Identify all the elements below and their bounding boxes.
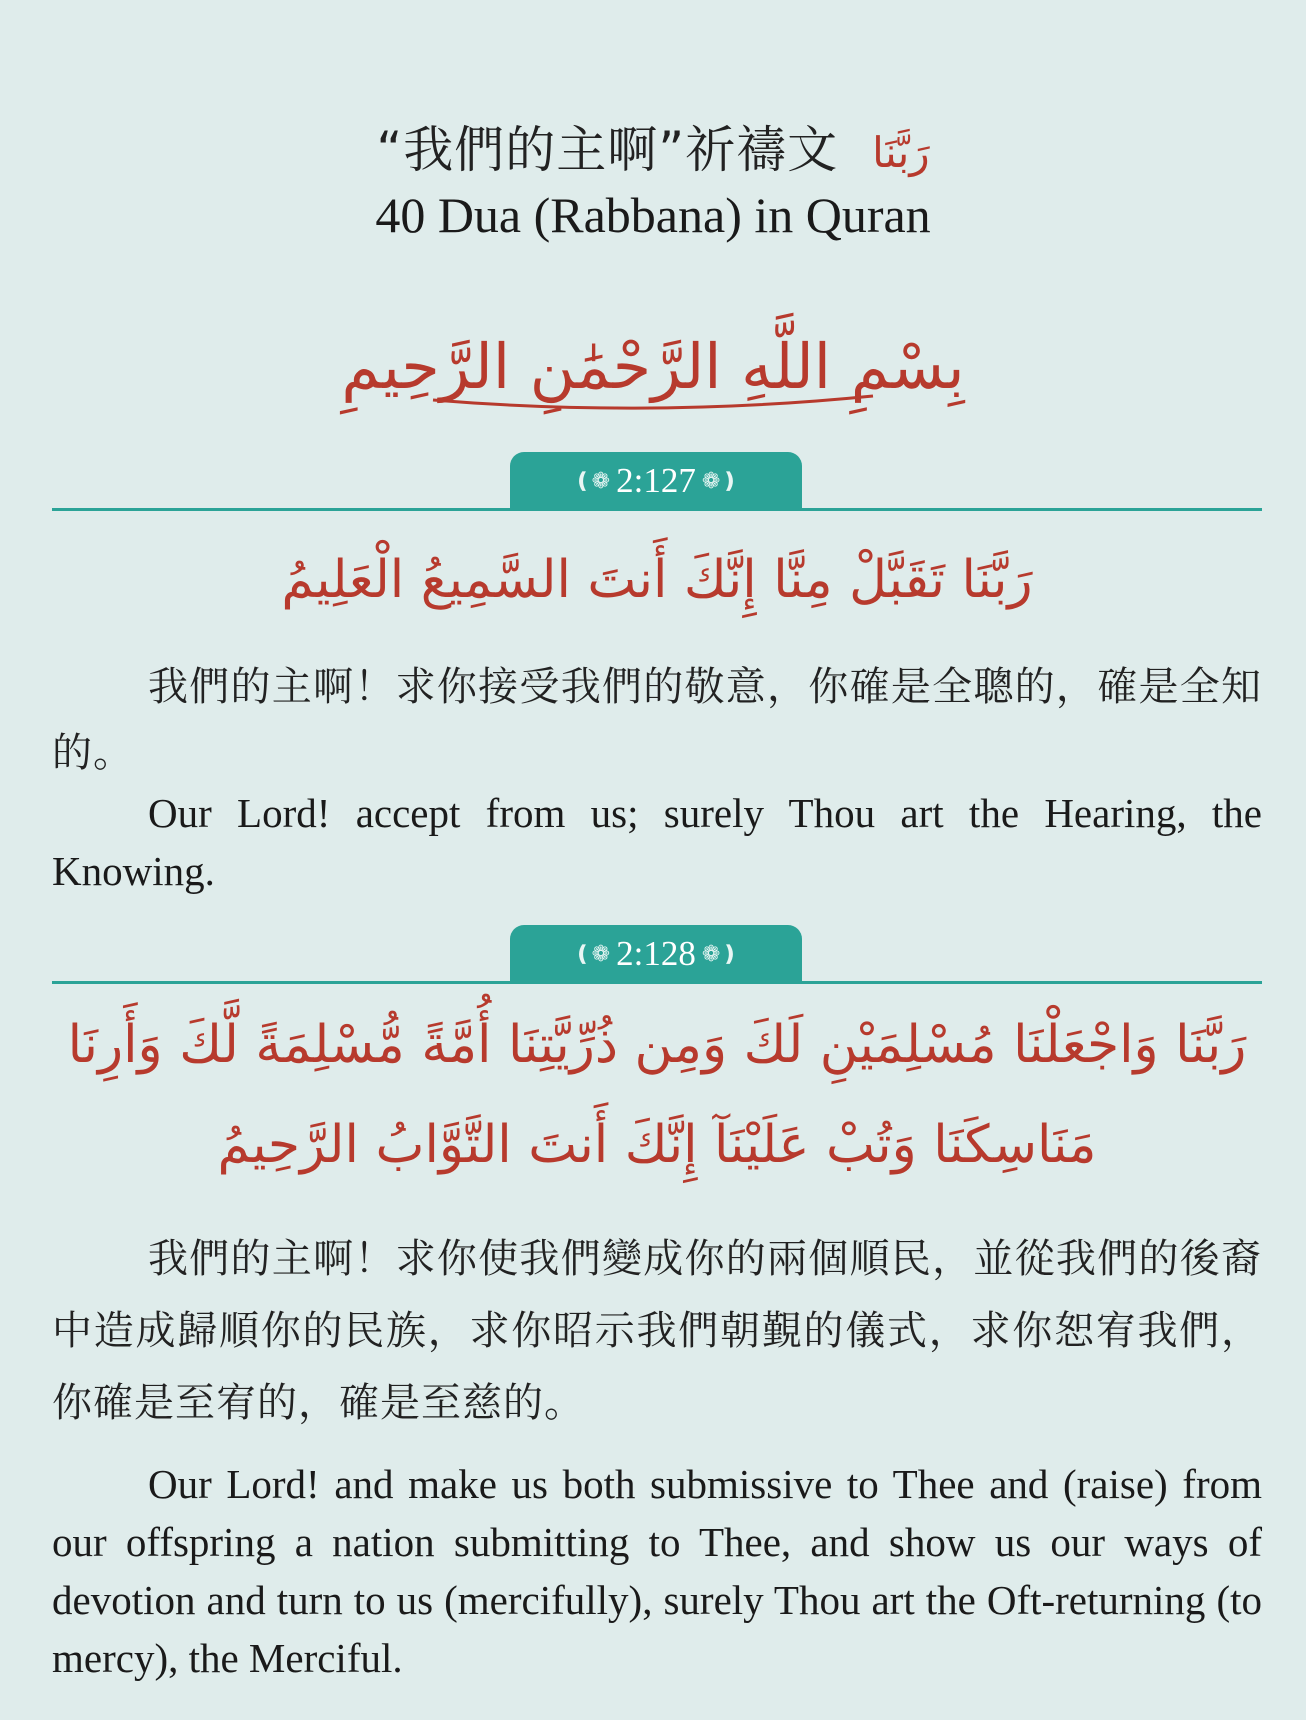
title-chinese-text: “我們的主啊”祈禱文 (376, 121, 839, 179)
basmala-text: بِسْمِ اللَّهِ الرَّحْمَٰنِ الرَّحِيمِ (341, 330, 965, 403)
title-arabic: رَبَّنَا (872, 128, 930, 177)
basmala-calligraphy (0, 300, 1306, 430)
verse-chinese: 我們的主啊！求你接受我們的敬意，你確是全聰的，確是全知的。 (52, 664, 1262, 776)
page-header (0, 120, 1306, 247)
verse-ref-tab (510, 452, 802, 510)
ornament-left-icon: ❪❁ (573, 468, 611, 493)
verse-chinese: 我們的主啊！求你使我們變成你的兩個順民，並從我們的後裔中造成歸順你的民族，求你昭示我們朝覲的儀式，求你恕宥我們，你確是至宥的，確是至慈的。 (52, 1236, 1262, 1426)
verse-ref: 2:127 (616, 461, 696, 500)
verse-arabic: رَبَّنَا وَاجْعَلْنَا مُسْلِمَيْنِ لَكَ وَمِن ذُرِّيَّتِنَا أُمَّةً مُّسْلِمَةً لَّكَ وَأَرِنَا مَنَاسِكَنَا وَتُبْ عَلَيْنَآ إِنَّكَ أَنتَ التَّوَّابُ الرَّحِيمُ (67, 1015, 1247, 1175)
verse-ref-tab (510, 925, 802, 983)
verse-english: Our Lord! accept from us; surely Thou art the Hearing, the Knowing. (52, 790, 1262, 894)
ornament-right-icon: ❁❫ (701, 468, 739, 493)
title-english: 40 Dua (Rabbana) in Quran (375, 187, 931, 243)
basmala-svg (341, 300, 965, 430)
section-divider (52, 508, 1262, 511)
verse-arabic: رَبَّنَا تَقَبَّلْ مِنَّا إِنَّكَ أَنتَ السَّمِيعُ الْعَلِيمُ (281, 550, 1033, 610)
section-divider (52, 981, 1262, 984)
ornament-left-icon: ❪❁ (573, 941, 611, 966)
ornament-right-icon: ❁❫ (701, 941, 739, 966)
verse-ref: 2:128 (616, 934, 696, 973)
verse-english: Our Lord! and make us both submissive to Thee and (raise) from our offspring a nation submitting to Thee, and show us our ways of devotion and turn to us (mercifully), surely Thou art the Oft-returning (to mercy), the Merciful. (52, 1461, 1262, 1681)
title-chinese (0, 120, 1306, 183)
